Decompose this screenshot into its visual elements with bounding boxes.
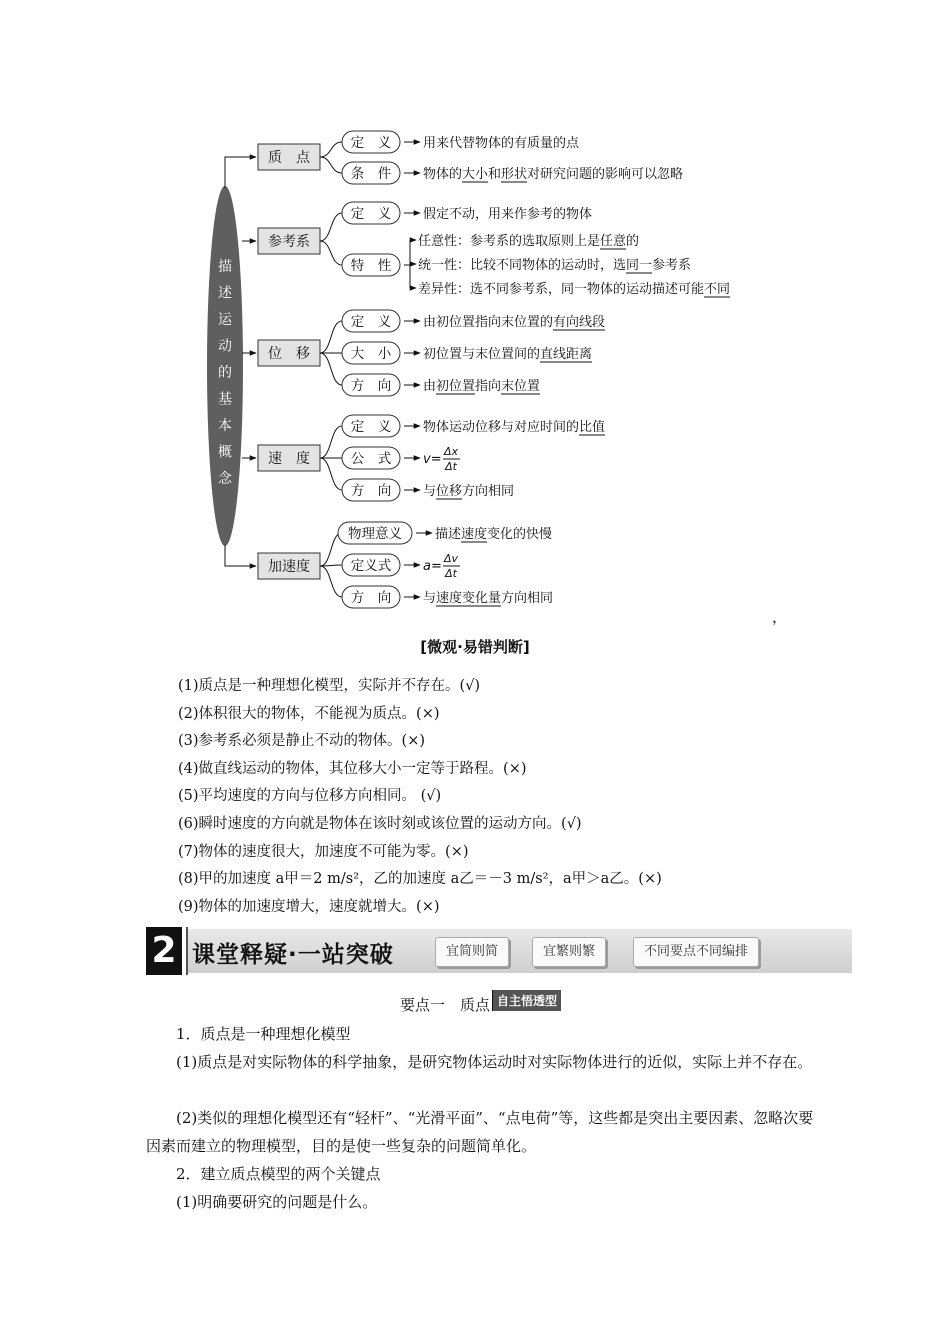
sub-label: 定 义 [350,314,392,330]
desc-text: 参考系 [652,258,692,273]
formula-denominator: Δt [445,460,457,473]
desc-text: 初位置 [436,379,476,394]
judgment-item: (6)瞬时速度的方向就是物体在该时刻或该位置的运动方向。(√) [178,816,582,832]
sub-label: 公 式 [350,451,392,467]
central-char: 描 [218,259,232,275]
desc-text: 假定不动，用来作参考的物体 [423,207,593,222]
concept-label: 加速度 [268,559,310,575]
central-char: 的 [218,365,232,381]
concept-label: 参考系 [268,234,310,250]
tag-different-layout: 不同要点不同编排 [633,937,759,967]
judgment-item: (4)做直线运动的物体，其位移大小一定等于路程。(×) [178,760,527,777]
central-char: 概 [218,444,232,461]
sub-label: 定 义 [350,135,392,151]
judgment-item: (2)体积很大的物体，不能视为质点。(×) [178,705,440,722]
branch-curve [320,353,342,385]
paragraph: (1)明确要研究的问题是什么。 [176,1193,378,1211]
desc-text: 变化的快慢 [487,527,553,542]
desc-text: 由初位置指向末位置的 [423,315,554,330]
central-char: 基 [218,391,232,408]
formula-lhs: v= [423,452,442,467]
desc-text: 物体的 [423,167,463,182]
desc-text: 差异性：选不同参考系，同一物体的运动描述可能 [418,282,705,297]
central-char: 念 [218,471,232,487]
desc-text: 任意 [600,234,627,249]
central-char: 本 [218,418,232,434]
banner-number: 2 [146,927,186,975]
desc-text: 用来代替物体的有质量的点 [423,136,580,151]
judgment-item: (3)参考系必须是静止不动的物体。(×) [178,733,426,750]
desc-text: 的 [626,234,640,249]
concept-label: 质 点 [268,150,310,166]
desc-text: 由 [423,379,437,394]
formula-lhs: a= [423,559,442,574]
branch-curve [320,566,342,597]
desc-text: 大小 [462,167,489,182]
desc-text: 描述 [435,527,462,542]
branch-curve [320,321,342,353]
sub-label: 定 义 [350,206,392,222]
desc-text: 统一性：比较不同物体的运动时，选 [418,258,627,273]
branch-curve [320,213,342,241]
paragraph: (2)类似的理想化模型还有“轻杆”、“光滑平面”、“点电荷”等，这些都是突出主要因素、忽略次要因素而建立的物理模型，目的是使一些复杂的问题简单化。 [146,1109,814,1155]
desc-text: 直线距离 [540,347,593,362]
judgment-item: (9)物体的加速度增大，速度就增大。(×) [178,898,440,915]
desc-text: 指向 [475,379,502,394]
central-char: 动 [218,338,232,355]
section-banner [146,929,852,973]
sub-label: 特 性 [350,258,392,274]
branch-curve [320,142,342,157]
desc-text: 有向线段 [553,315,606,330]
judgment-title: [微观·易错判断] [420,638,530,656]
sub-label: 方 向 [350,483,392,499]
paragraph: 2．建立质点模型的两个关键点 [176,1165,381,1183]
banner-title: 课堂释疑·一站突破 [192,942,394,968]
sub-label: 条 件 [350,166,392,182]
desc-text: 位移 [436,484,463,499]
central-char: 述 [218,285,232,302]
branch-curve [320,458,342,490]
self-study-badge: 自主悟透型 [492,990,561,1011]
sub-label: 方 向 [350,378,392,394]
central-char: 运 [218,312,232,328]
desc-text: 速度变化量 [436,591,502,606]
desc-text: 不同 [704,282,731,297]
branch-curve [320,241,342,265]
sub-label: 大 小 [350,346,392,362]
branch-curve [320,426,342,458]
desc-text: 同一 [626,258,653,273]
concept-mind-map [0,0,950,625]
sub-label: 定义式 [350,558,392,574]
desc-text: 物体运动位移与对应时间的 [423,420,580,435]
connector-line [225,157,256,188]
paragraph: (1)质点是对实际物体的科学抽象，是研究物体运动时对实际物体进行的近似，实际上并不存在。 [176,1053,813,1071]
connector-line [225,545,256,566]
desc-text: 形状 [501,167,528,182]
judgment-item: (7)物体的速度很大，加速度不可能为零。(×) [178,843,469,860]
desc-text: 与 [423,591,437,606]
formula-numerator: Δx [443,445,459,458]
desc-text: 对研究问题的影响可以忽略 [527,167,684,182]
desc-text: 方向相同 [501,591,554,606]
desc-text: 方向相同 [462,484,515,499]
branch-curve [320,157,342,173]
desc-text: 与 [423,484,437,499]
desc-text: 末位置 [501,379,541,394]
desc-text: 初位置与末位置间的 [423,347,541,362]
desc-text: 和 [488,167,502,182]
desc-text: 速度 [461,527,488,542]
tag-detailed: 宜繁则繁 [532,937,606,967]
judgment-item: (8)甲的加速度 a甲＝2 m/s²，乙的加速度 a乙＝－3 m/s²，a甲＞a乙。(×) [178,871,662,888]
concept-label: 速 度 [268,451,310,467]
trailing-comma: ， [772,608,788,626]
concept-label: 位 移 [268,346,310,362]
sub-label: 方 向 [350,590,392,606]
sub-label: 物理意义 [348,526,402,542]
desc-text: 比值 [579,420,606,435]
point-title-text: 要点一 质点 [400,996,491,1014]
formula-numerator: Δv [443,552,459,565]
judgment-item: (1)质点是一种理想化模型，实际并不存在。(√) [178,678,481,694]
tag-simple: 宜简则简 [435,937,509,967]
formula-denominator: Δt [445,567,457,580]
point-heading [400,994,561,1015]
desc-text: 任意性：参考系的选取原则上是 [418,234,601,249]
paragraph: 1．质点是一种理想化模型 [176,1025,351,1043]
sub-label: 定 义 [350,419,392,435]
judgment-item: (5)平均速度的方向与位移方向相同。 (√) [178,788,442,805]
